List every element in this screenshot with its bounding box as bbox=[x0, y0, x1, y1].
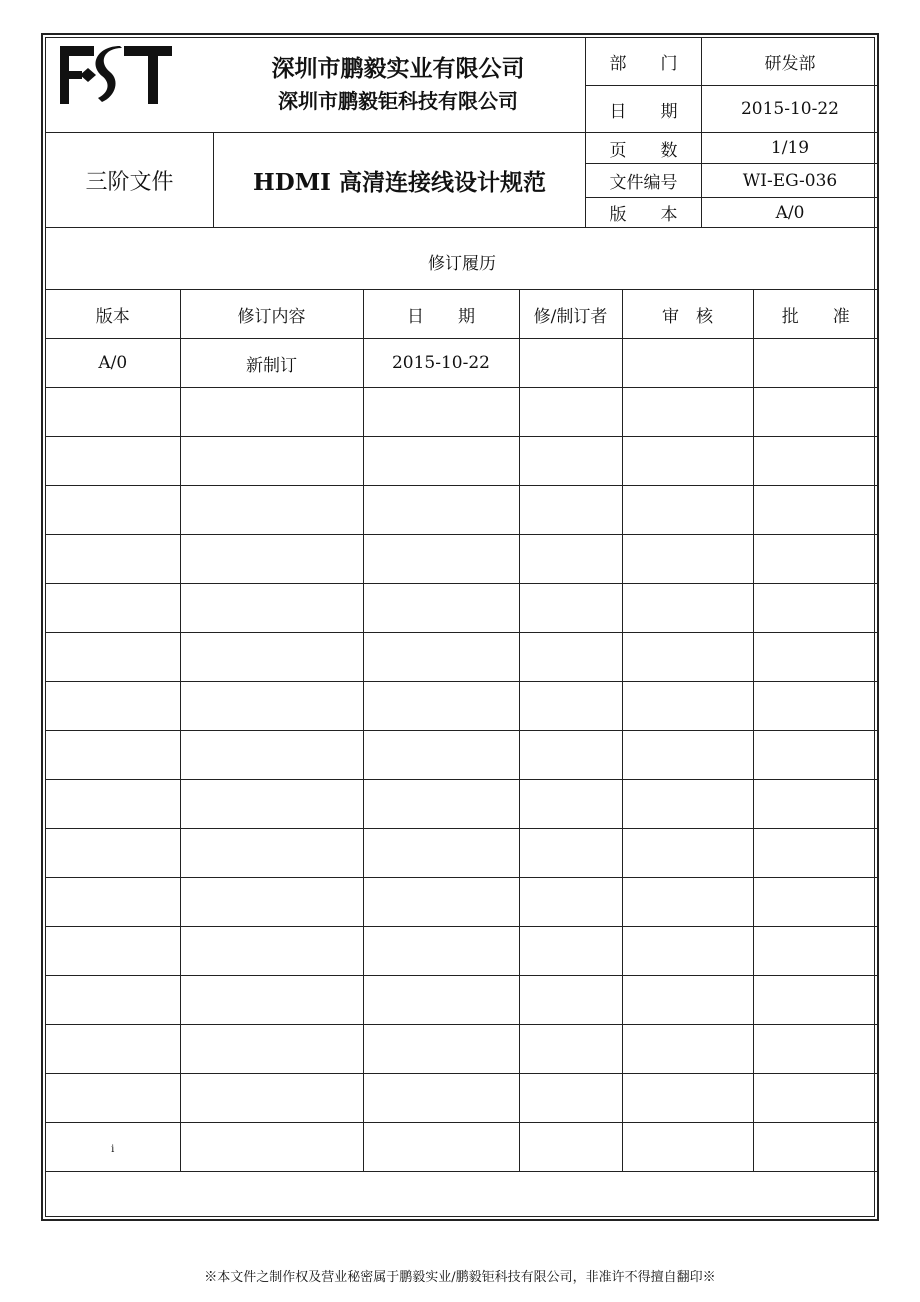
table-cell bbox=[519, 1123, 622, 1172]
field-value-date: 2015-10-22 bbox=[702, 86, 878, 133]
table-cell bbox=[363, 829, 519, 878]
table-row bbox=[46, 878, 878, 927]
table-cell bbox=[180, 633, 363, 682]
table-cell bbox=[753, 633, 878, 682]
table-cell bbox=[363, 1074, 519, 1123]
table-cell bbox=[46, 486, 180, 535]
table-cell bbox=[622, 682, 753, 731]
table-cell bbox=[180, 976, 363, 1025]
table-cell bbox=[363, 878, 519, 927]
table-cell bbox=[180, 780, 363, 829]
col-header-content: 修订内容 bbox=[180, 290, 363, 339]
company-names bbox=[218, 52, 578, 116]
table-cell bbox=[753, 535, 878, 584]
table-cell bbox=[622, 584, 753, 633]
table-cell bbox=[46, 829, 180, 878]
table-cell bbox=[363, 1025, 519, 1074]
table-cell bbox=[753, 780, 878, 829]
table-cell bbox=[753, 486, 878, 535]
table-row bbox=[46, 682, 878, 731]
table-row bbox=[46, 1025, 878, 1074]
table-row bbox=[46, 339, 878, 388]
field-label-date: 日 期 bbox=[586, 86, 702, 133]
cell-version: A/0 bbox=[46, 339, 180, 388]
table-cell bbox=[519, 437, 622, 486]
table-row bbox=[46, 535, 878, 584]
table-cell bbox=[46, 780, 180, 829]
table-cell bbox=[46, 878, 180, 927]
field-value-version: A/0 bbox=[702, 198, 878, 228]
table-row bbox=[46, 731, 878, 780]
revision-caption-row bbox=[46, 234, 878, 290]
table-cell bbox=[753, 682, 878, 731]
table-row bbox=[46, 1074, 878, 1123]
table-cell bbox=[46, 1025, 180, 1074]
table-cell bbox=[622, 731, 753, 780]
table-cell bbox=[46, 437, 180, 486]
table-cell bbox=[519, 976, 622, 1025]
table-cell bbox=[753, 388, 878, 437]
table-cell bbox=[46, 731, 180, 780]
table-cell bbox=[622, 486, 753, 535]
table-cell bbox=[363, 731, 519, 780]
table-cell bbox=[753, 1123, 878, 1172]
table-cell bbox=[622, 878, 753, 927]
document-level: 三阶文件 bbox=[46, 133, 214, 228]
table-row bbox=[46, 927, 878, 976]
revision-caption: 修订履历 bbox=[46, 234, 878, 290]
document-inner bbox=[45, 37, 875, 1217]
table-cell bbox=[180, 1123, 363, 1172]
table-cell bbox=[363, 682, 519, 731]
table-row bbox=[46, 633, 878, 682]
table-cell bbox=[46, 976, 180, 1025]
table-cell bbox=[180, 437, 363, 486]
table-cell bbox=[180, 486, 363, 535]
table-cell bbox=[753, 731, 878, 780]
cell-approve bbox=[753, 339, 878, 388]
table-row bbox=[46, 976, 878, 1025]
table-cell bbox=[180, 878, 363, 927]
col-header-date: 日 期 bbox=[363, 290, 519, 339]
field-value-doc-number: WI-EG-036 bbox=[702, 164, 878, 198]
field-label-version: 版 本 bbox=[586, 198, 702, 228]
table-row bbox=[46, 584, 878, 633]
table-cell bbox=[753, 437, 878, 486]
document-header bbox=[46, 38, 878, 228]
table-cell bbox=[180, 731, 363, 780]
table-cell bbox=[622, 437, 753, 486]
col-header-author: 修/制订者 bbox=[519, 290, 622, 339]
cell-content: 新制订 bbox=[180, 339, 363, 388]
field-value-pages: 1/19 bbox=[702, 133, 878, 164]
cell-author bbox=[519, 339, 622, 388]
company-logo bbox=[58, 44, 174, 106]
field-label-doc-number: 文件编号 bbox=[586, 164, 702, 198]
field-label-department: 部 门 bbox=[586, 38, 702, 86]
table-cell bbox=[753, 927, 878, 976]
table-cell bbox=[46, 388, 180, 437]
table-cell bbox=[180, 388, 363, 437]
table-cell bbox=[622, 633, 753, 682]
revision-table bbox=[46, 234, 878, 1172]
table-cell bbox=[46, 633, 180, 682]
table-row bbox=[46, 388, 878, 437]
document-frame bbox=[41, 33, 879, 1221]
table-cell bbox=[622, 1123, 753, 1172]
table-cell bbox=[753, 1025, 878, 1074]
table-cell bbox=[180, 927, 363, 976]
col-header-review: 审 核 bbox=[622, 290, 753, 339]
table-cell bbox=[46, 1074, 180, 1123]
table-cell bbox=[622, 829, 753, 878]
table-cell bbox=[363, 927, 519, 976]
table-cell bbox=[753, 976, 878, 1025]
table-cell bbox=[363, 437, 519, 486]
table-cell bbox=[622, 1074, 753, 1123]
revision-history bbox=[46, 234, 878, 1172]
field-value-department: 研发部 bbox=[702, 38, 878, 86]
table-cell bbox=[46, 682, 180, 731]
table-cell bbox=[519, 682, 622, 731]
row-mark: i bbox=[111, 1144, 115, 1155]
col-header-version: 版本 bbox=[46, 290, 180, 339]
table-cell bbox=[753, 878, 878, 927]
table-cell bbox=[622, 927, 753, 976]
table-cell bbox=[363, 780, 519, 829]
table-cell bbox=[519, 780, 622, 829]
table-cell bbox=[753, 1074, 878, 1123]
company-name-2: 深圳市鹏毅钜科技有限公司 bbox=[278, 89, 518, 113]
table-cell bbox=[519, 633, 622, 682]
table-cell bbox=[363, 486, 519, 535]
table-cell bbox=[46, 1123, 180, 1172]
table-cell bbox=[363, 633, 519, 682]
table-cell bbox=[363, 388, 519, 437]
table-cell bbox=[46, 927, 180, 976]
table-cell bbox=[519, 1074, 622, 1123]
table-cell bbox=[363, 584, 519, 633]
revision-header-row bbox=[46, 290, 878, 339]
table-row bbox=[46, 780, 878, 829]
col-header-approve: 批 准 bbox=[753, 290, 878, 339]
cell-date: 2015-10-22 bbox=[363, 339, 519, 388]
table-cell bbox=[180, 829, 363, 878]
copyright-footer: ※本文件之制作权及营业秘密属于鹏毅实业/鹏毅钜科技有限公司，非准许不得擅自翻印※ bbox=[204, 1270, 716, 1285]
table-cell bbox=[519, 829, 622, 878]
table-cell bbox=[46, 535, 180, 584]
table-cell bbox=[180, 682, 363, 731]
table-cell bbox=[180, 1025, 363, 1074]
table-cell bbox=[753, 584, 878, 633]
table-cell bbox=[180, 535, 363, 584]
table-cell bbox=[622, 976, 753, 1025]
table-cell bbox=[363, 976, 519, 1025]
table-cell bbox=[519, 927, 622, 976]
table-row bbox=[46, 829, 878, 878]
table-cell bbox=[519, 878, 622, 927]
table-cell bbox=[519, 486, 622, 535]
table-cell bbox=[622, 535, 753, 584]
cell-review bbox=[622, 339, 753, 388]
table-cell bbox=[622, 780, 753, 829]
table-cell bbox=[519, 584, 622, 633]
table-cell bbox=[519, 388, 622, 437]
table-row bbox=[46, 486, 878, 535]
table-cell bbox=[753, 829, 878, 878]
table-cell bbox=[519, 1025, 622, 1074]
table-cell bbox=[180, 584, 363, 633]
table-cell bbox=[622, 388, 753, 437]
field-label-pages: 页 数 bbox=[586, 133, 702, 164]
table-cell bbox=[180, 1074, 363, 1123]
table-cell bbox=[519, 731, 622, 780]
table-cell bbox=[519, 535, 622, 584]
document-title: HDMI 高清连接线设计规范 bbox=[214, 133, 586, 228]
table-cell bbox=[622, 1025, 753, 1074]
table-row bbox=[46, 437, 878, 486]
table-cell bbox=[363, 1123, 519, 1172]
table-cell bbox=[363, 535, 519, 584]
company-name-1: 深圳市鹏毅实业有限公司 bbox=[271, 56, 525, 82]
table-cell bbox=[46, 584, 180, 633]
table-row bbox=[46, 1123, 878, 1172]
company-block bbox=[46, 38, 586, 133]
